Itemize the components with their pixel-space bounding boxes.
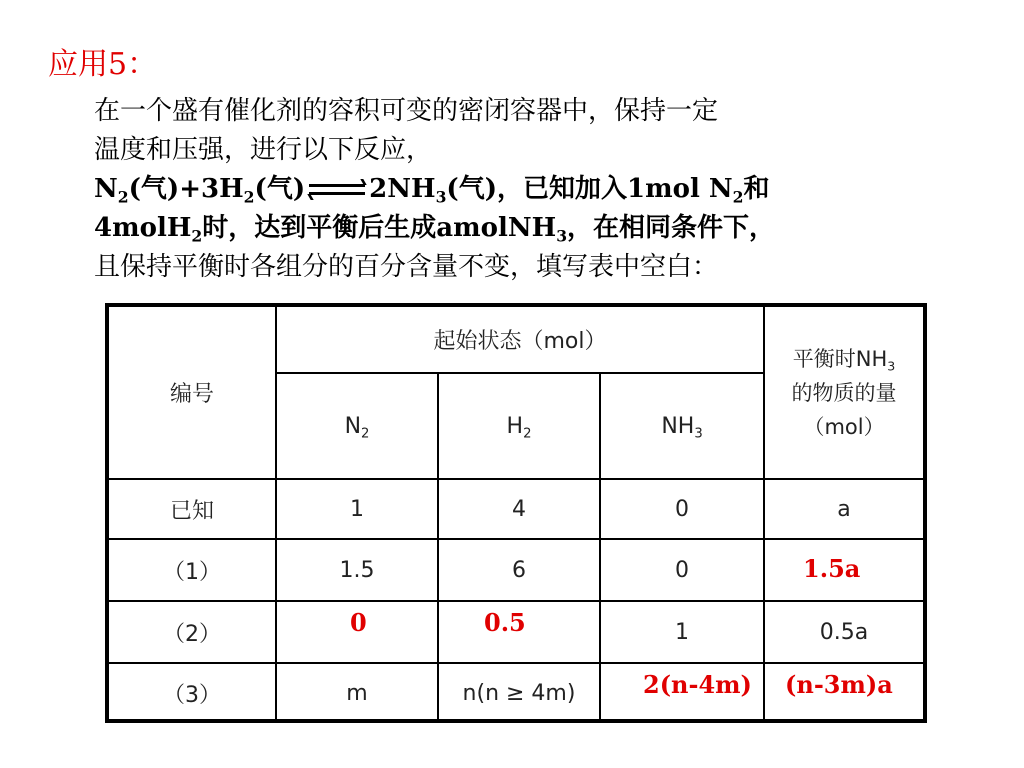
data-table	[105, 303, 927, 723]
cell-id: （3）	[109, 663, 276, 723]
cell-nh3	[600, 663, 764, 723]
cell-eq: a	[764, 479, 923, 539]
equilibrium-arrow-icon	[309, 181, 365, 199]
answer-row2-n2: 0	[350, 608, 367, 637]
header-start-state: 起始状态（mol）	[276, 307, 764, 373]
cell-id: （1）	[109, 539, 276, 601]
header-equilibrium-nh3: 平衡时$NH_3$ 的物质的量 （mol）	[764, 307, 923, 479]
cell-n2: 1	[276, 479, 438, 539]
cell-nh3: 0	[600, 539, 764, 601]
cell-nh3: 0	[600, 479, 764, 539]
cell-eq	[764, 663, 923, 723]
answer-row1-eq: 1.5a	[803, 554, 861, 583]
header-nh3: $NH_3$	[600, 373, 764, 479]
cell-h2: 6	[438, 539, 600, 601]
cell-eq: 0.5a	[764, 601, 923, 663]
table-row	[109, 601, 923, 663]
cell-id: （2）	[109, 601, 276, 663]
problem-line-5: 且保持平衡时各组分的百分含量不变，填写表中空白：	[94, 252, 719, 282]
cell-n2: 1.5	[276, 539, 438, 601]
problem-text	[94, 92, 974, 287]
answer-row2-h2: 0.5	[484, 608, 526, 637]
header-id: 编号	[109, 307, 276, 479]
cell-eq	[764, 539, 923, 601]
cell-n2: m	[276, 663, 438, 723]
cell-h2	[438, 601, 600, 663]
cell-n2	[276, 601, 438, 663]
answer-row3-nh3: 2(n-4m)	[643, 670, 752, 699]
cell-h2: n(n ≥ 4m)	[438, 663, 600, 723]
cell-nh3: 1	[600, 601, 764, 663]
answer-row3-eq: (n-3m)a	[785, 670, 893, 699]
header-n2: $N_2$	[276, 373, 438, 479]
problem-line-1: 在一个盛有催化剂的容积可变的密闭容器中，保持一定	[94, 96, 719, 126]
table-row	[109, 479, 923, 539]
problem-line-2: 温度和压强，进行以下反应，	[94, 135, 433, 165]
cell-h2: 4	[438, 479, 600, 539]
table-row	[109, 539, 923, 601]
page-heading: 应用5：	[48, 47, 158, 82]
cell-id: 已知	[109, 479, 276, 539]
header-h2: $H_2$	[438, 373, 600, 479]
problem-line-4: 4molH$_2$时，达到平衡后生成amolNH$_3$，在相同条件下，	[94, 213, 776, 246]
table-row	[109, 663, 923, 723]
problem-line-3: $N_2$(气)$+3H_2$(气) $2NH_3$(气)，已知加入1mol $N_2$和	[94, 174, 770, 207]
